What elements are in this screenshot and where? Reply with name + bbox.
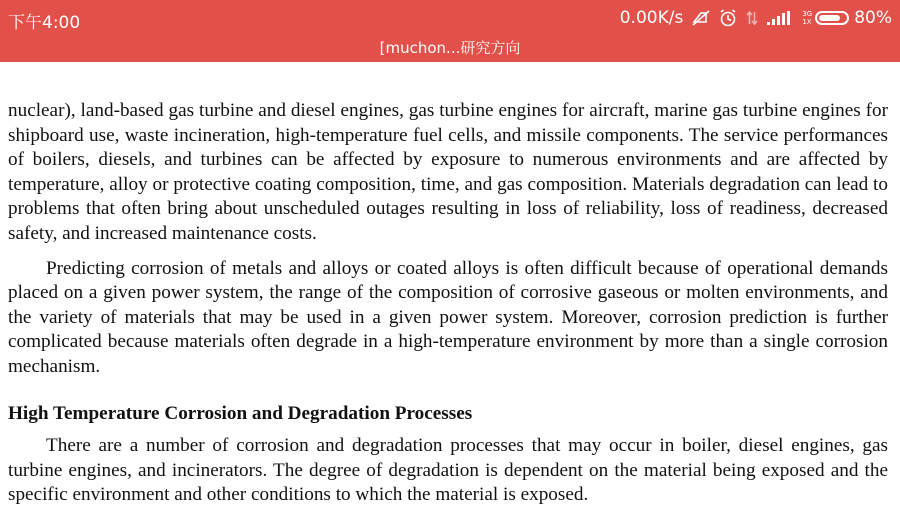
mute-icon [692, 10, 710, 26]
network-type: 3G [802, 10, 813, 18]
document-title: [muchon...研究方向 [379, 39, 521, 57]
paragraph-2: Predicting corrosion of metals and alloys or coated alloys is often difficult because of operational demands placed on a given power system, the range of the composition of corrosive gaseous or molten environments, and the variety of materials that may be used in a given power system. Moreover, corrosion prediction is further complicated because materials often degrade in a high-temperature environment by more than a single corrosion mechanism. [8, 257, 888, 377]
paragraph-3: There are a number of corrosion and degradation processes that may occur in boiler, diesel engines, gas turbine engines, and incinerators. The degree of degradation is dependent on the material being exposed and the specific environment and other conditions to which the material is exposed. [8, 435, 888, 506]
status-icons [620, 8, 892, 28]
alarm-icon [719, 9, 737, 27]
battery-indicator [815, 8, 892, 28]
data-transfer-icon [746, 10, 758, 26]
network-type-label [802, 10, 812, 26]
clock: 下午4:00 [8, 13, 81, 33]
section-heading: High Temperature Corrosion and Degradation Processes [8, 402, 473, 424]
status-bar [0, 0, 900, 36]
battery-icon [815, 11, 849, 25]
paragraph-1: nuclear), land-based gas turbine and diesel engines, gas turbine engines for aircraft, marine gas turbine engines for shipboard use, waste incineration, high-temperature fuel cells, and missile components. The service performances of boilers, diesels, and turbines can be affected by exposure to numerous environments and are affected by temperature, alloy or protective coating composition, time, and gas composition. Materials degradation can lead to problems that often bring about unscheduled outages resulting in loss of reliability, loss of readiness, decreased safety, and increased maintenance costs. [8, 100, 888, 244]
battery-level-fill [819, 15, 840, 21]
document-viewer[interactable] [8, 99, 888, 508]
battery-percent: 80% [854, 8, 892, 28]
signal-icon [767, 11, 793, 25]
document-title-bar[interactable] [0, 36, 900, 62]
net-speed: 0.00K/s [619, 8, 684, 28]
sim-slot: 1X [802, 18, 812, 26]
